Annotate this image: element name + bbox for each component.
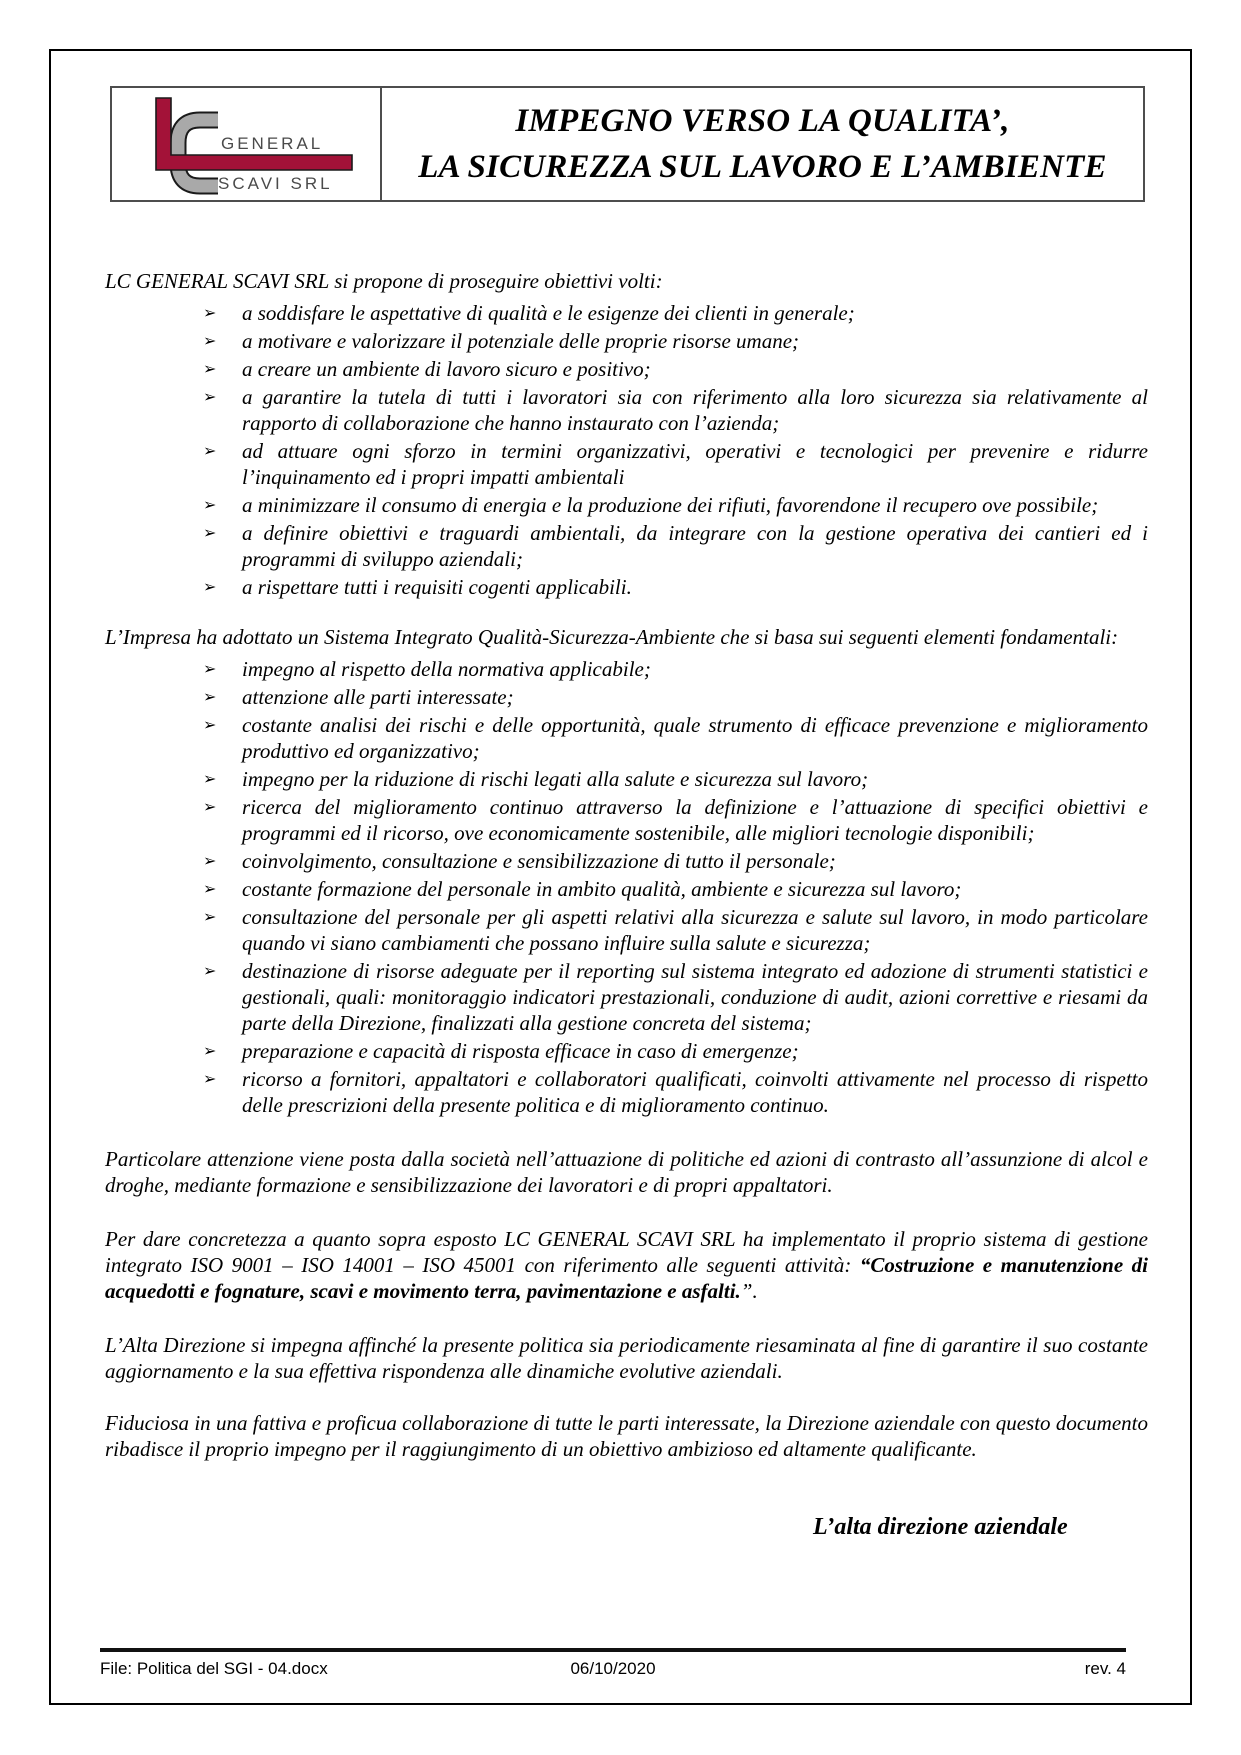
arrow-bullet-icon: ➢ (203, 441, 217, 460)
signature-line: L’alta direzione aziendale (813, 1514, 1068, 1540)
intro-paragraph: LC GENERAL SCAVI SRL si propone di proseguire obiettivi volti: (105, 269, 663, 293)
list-item-text: coinvolgimento, consultazione e sensibilizzazione di tutto il personale; (242, 849, 836, 873)
arrow-bullet-icon: ➢ (203, 577, 217, 596)
arrow-bullet-icon: ➢ (203, 1041, 217, 1060)
list-item (105, 1066, 1148, 1118)
lc-logo-icon (126, 92, 366, 196)
list-item-text: consultazione del personale per gli aspetti relativi alla sicurezza e salute sul lavoro, in modo particolare quando vi siano cambiamenti che possano influire sulla salute e sicurezza; (242, 905, 1148, 955)
arrow-bullet-icon: ➢ (203, 303, 217, 322)
arrow-bullet-icon: ➢ (203, 961, 217, 980)
list-item (105, 794, 1148, 846)
list-item (105, 876, 1148, 902)
arrow-bullet-icon: ➢ (203, 769, 217, 788)
list-item (105, 684, 1148, 710)
list-item (105, 656, 1148, 682)
arrow-bullet-icon: ➢ (203, 687, 217, 706)
list-item-text: a minimizzare il consumo di energia e la produzione dei rifiuti, favorendone il recupero ove possibile; (242, 493, 1099, 517)
list-item-text: destinazione di risorse adeguate per il reporting sul sistema integrato ed adozione di strumenti statistici e gestionali, quali: monitoraggio indicatori prestazionali, conduzione di audit, azioni correttive e riesami da parte della Direzione, finalizzati alla gestione concreta del sistema; (242, 959, 1148, 1035)
list-item-text: costante formazione del personale in ambito qualità, ambiente e sicurezza sul lavoro; (242, 877, 962, 901)
list-item (105, 520, 1148, 572)
list-item (105, 300, 1148, 326)
list-item-text: impegno al rispetto della normativa applicabile; (242, 657, 651, 681)
arrow-bullet-icon: ➢ (203, 387, 217, 406)
iso-paragraph-activities: “Costruzione e manutenzione di acquedotti e fognature, scavi e movimento terra, pavimentazione e asfalti. (105, 1253, 1149, 1303)
list-item-text: a creare un ambiente di lavoro sicuro e positivo; (242, 357, 651, 381)
list-item (105, 712, 1148, 764)
list-item-text: preparazione e capacità di risposta efficace in caso di emergenze; (242, 1039, 799, 1063)
footer-revision: rev. 4 (1084, 1659, 1126, 1678)
arrow-bullet-icon: ➢ (203, 359, 217, 378)
iso-paragraph-lead: Per dare concretezza a quanto sopra esposto LC GENERAL SCAVI SRL ha implementato il proprio sistema di gestione integrato ISO 9001 – ISO 14001 – ISO 45001 con riferimento alle seguenti attività: (105, 1227, 1148, 1277)
arrow-bullet-icon: ➢ (203, 495, 217, 514)
arrow-bullet-icon: ➢ (203, 907, 217, 926)
review-paragraph: L’Alta Direzione si impegna affinché la presente politica sia periodicamente riesaminata al fine di garantire il suo costante aggiornamento e la sua effettiva rispondenza alle dinamiche evolutive aziendali. (105, 1333, 1148, 1383)
list-item (105, 356, 1148, 382)
list-item-text: a soddisfare le aspettative di qualità e le esigenze dei clienti in generale; (242, 301, 855, 325)
list-item (105, 848, 1148, 874)
logo-text-scavi-srl: SCAVI SRL (218, 174, 333, 193)
list-item (105, 574, 1148, 600)
arrow-bullet-icon: ➢ (203, 1069, 217, 1088)
list-item (105, 492, 1148, 518)
list-item-text: a garantire la tutela di tutti i lavoratori sia con riferimento alla loro sicurezza sia relativamente al rapporto di collaborazione che hanno instaurato con l’azienda; (242, 385, 1148, 435)
logo-c-shape (178, 120, 218, 186)
iso-paragraph-tail: ”. (740, 1279, 758, 1303)
list-item (105, 958, 1148, 1036)
list-item-text: a rispettare tutti i requisiti cogenti applicabili. (242, 575, 632, 599)
list-item (105, 904, 1148, 956)
arrow-bullet-icon: ➢ (203, 659, 217, 678)
arrow-bullet-icon: ➢ (203, 797, 217, 816)
list-item (105, 384, 1148, 436)
title-line-2: LA SICUREZZA SUL LAVORO E L’AMBIENTE (418, 148, 1107, 185)
document-body (105, 268, 1148, 1542)
logo-text-general: GENERAL (221, 134, 324, 153)
arrow-bullet-icon: ➢ (203, 879, 217, 898)
list-item-text: a definire obiettivi e traguardi ambientali, da integrare con la gestione operativa dei cantieri ed i programmi di sviluppo aziendali; (242, 521, 1148, 571)
arrow-bullet-icon: ➢ (203, 331, 217, 350)
company-logo (112, 88, 380, 200)
arrow-bullet-icon: ➢ (203, 851, 217, 870)
arrow-bullet-icon: ➢ (203, 715, 217, 734)
arrow-bullet-icon: ➢ (203, 523, 217, 542)
document-header (110, 86, 1145, 202)
title-line-1: IMPEGNO VERSO LA QUALITA’, (515, 103, 1010, 140)
list-item (105, 328, 1148, 354)
list-item-text: ad attuare ogni sforzo in termini organizzativi, operativi e tecnologici per prevenire e ridurre l’inquinamento ed i propri impatti ambientali (242, 439, 1148, 489)
system-elements-list (105, 656, 1148, 1118)
document-footer (100, 1648, 1126, 1679)
list-item-text: attenzione alle parti interessate; (242, 685, 514, 709)
document-title (380, 88, 1143, 200)
list-item-text: impegno per la riduzione di rischi legati alla salute e sicurezza sul lavoro; (242, 767, 869, 791)
objectives-list (105, 300, 1148, 600)
list-item-text: ricorso a fornitori, appaltatori e collaboratori qualificati, coinvolti attivamente nel processo di rispetto delle prescrizioni della presente politica e di miglioramento continuo. (242, 1067, 1148, 1117)
trust-paragraph: Fiduciosa in una fattiva e proficua collaborazione di tutte le parti interessate, la Direzione aziendale con questo documento ribadisce il proprio impegno per il raggiungimento di un obiettivo ambizioso ed altamente qualificante. (105, 1411, 1148, 1461)
iso-paragraph (105, 1226, 1148, 1304)
list-item-text: a motivare e valorizzare il potenziale delle proprie risorse umane; (242, 329, 800, 353)
list-item-text: costante analisi dei rischi e delle opportunità, quale strumento di efficace prevenzione e miglioramento produttivo ed organizzativo; (242, 713, 1148, 763)
footer-file-name: File: Politica del SGI - 04.docx (100, 1659, 328, 1678)
alcohol-policy-paragraph: Particolare attenzione viene posta dalla società nell’attuazione di politiche ed azioni di contrasto all’assunzione di alcol e droghe, mediante formazione e sensibilizzazione dei lavoratori e di propri appaltatori. (105, 1147, 1148, 1197)
list-item (105, 438, 1148, 490)
list-item (105, 766, 1148, 792)
system-intro-paragraph: L’Impresa ha adottato un Sistema Integrato Qualità-Sicurezza-Ambiente che si basa sui seguenti elementi fondamentali: (105, 625, 1119, 649)
footer-date: 06/10/2020 (570, 1659, 656, 1678)
list-item (105, 1038, 1148, 1064)
list-item-text: ricerca del miglioramento continuo attraverso la definizione e l’attuazione di specifici obiettivi e programmi ed il ricorso, ove economicamente sostenibile, alle migliori tecnologie disponibili; (242, 795, 1148, 845)
